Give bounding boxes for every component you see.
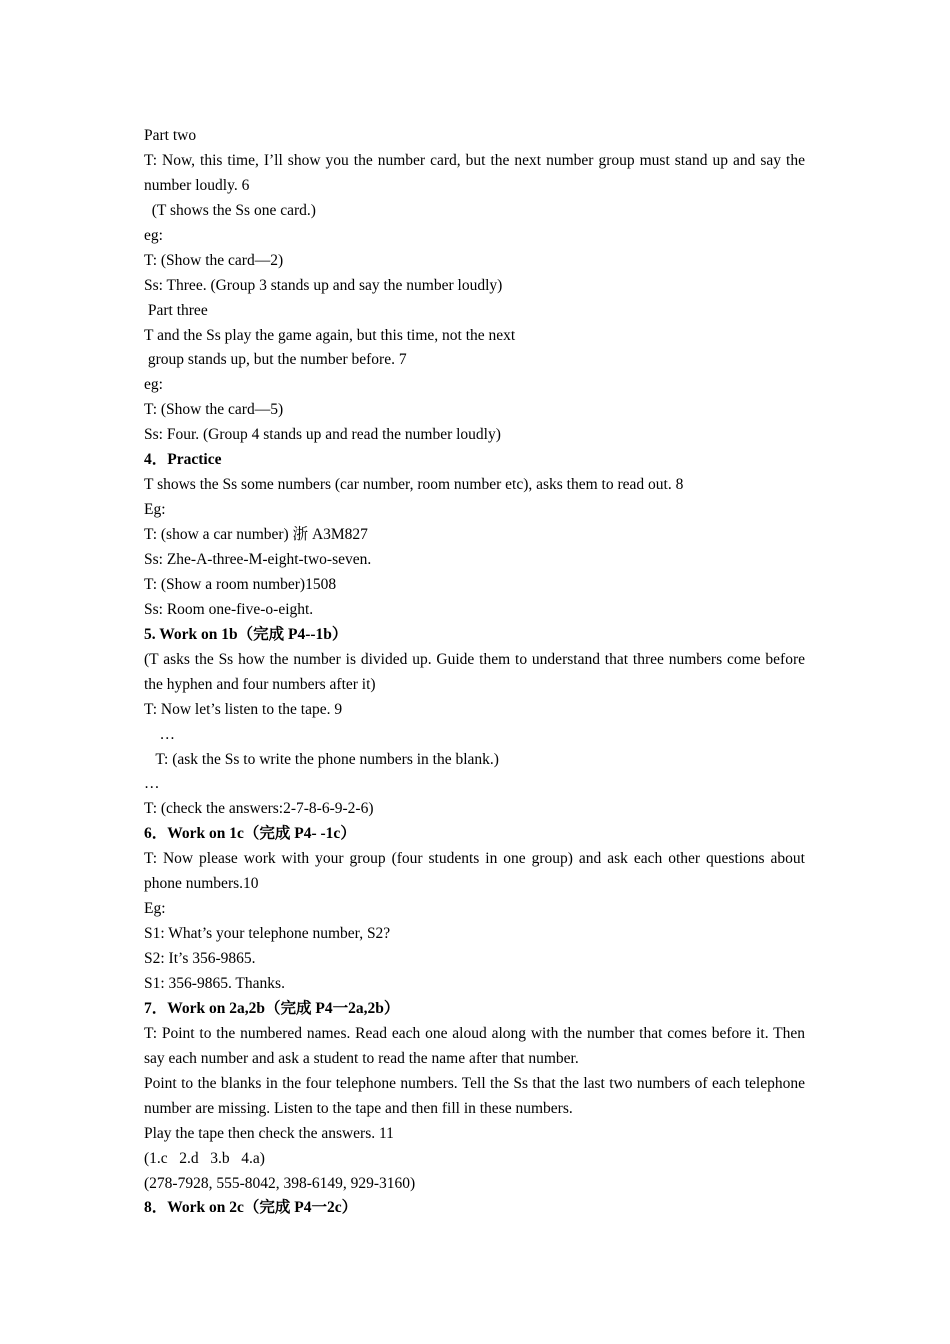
text-line: (T shows the Ss one card.) — [144, 201, 316, 219]
text-line: … — [144, 775, 160, 793]
section-heading: 6．Work on 1c（完成 P4- -1c） — [144, 825, 356, 843]
text-line: … — [144, 725, 175, 743]
document-body — [144, 124, 805, 1221]
text-line: Eg: — [144, 900, 166, 918]
text-line: S1: 356-9865. Thanks. — [144, 974, 285, 992]
text-line: T: Point to the numbered names. Read each one aloud along with the number that comes before it. Then say each number and ask a student to read the name after that number. — [144, 1024, 805, 1067]
text-line: group stands up, but the number before. 7 — [144, 351, 407, 369]
text-line: T: (Show the card—5) — [144, 401, 284, 419]
text-line: T: (Show the card—2) — [144, 251, 284, 269]
text-line: Ss: Four. (Group 4 stands up and read the number loudly) — [144, 426, 501, 444]
text-line: T shows the Ss some numbers (car number, room number etc), asks them to read out. 8 — [144, 476, 684, 494]
section-heading: 4．Practice — [144, 451, 222, 469]
text-line: Ss: Three. (Group 3 stands up and say the number loudly) — [144, 276, 503, 294]
text-line: S2: It’s 356-9865. — [144, 950, 256, 968]
text-line: eg: — [144, 226, 163, 244]
text-line: T: (ask the Ss to write the phone numbers in the blank.) — [144, 750, 499, 768]
text-line: Part two — [144, 127, 197, 144]
text-line: T and the Ss play the game again, but this time, not the next — [144, 326, 516, 344]
text-line: Part three — [144, 301, 208, 319]
text-line: T: Now let’s listen to the tape. 9 — [144, 700, 343, 718]
section-heading: 8．Work on 2c（完成 P4一2c） — [144, 1199, 358, 1217]
text-line: S1: What’s your telephone number, S2? — [144, 925, 391, 943]
text-line: Ss: Zhe-A-three-M-eight-two-seven. — [144, 550, 372, 568]
text-line: Eg: — [144, 501, 166, 519]
text-line: (T asks the Ss how the number is divided up. Guide them to understand that three numbers come before the hyphen and four numbers after it) — [144, 650, 805, 693]
text-line: Play the tape then check the answers. 11 — [144, 1124, 394, 1142]
text-line: (278-7928, 555-8042, 398-6149, 929-3160) — [144, 1174, 416, 1192]
section-heading: 7．Work on 2a,2b（完成 P4一2a,2b） — [144, 999, 400, 1017]
text-line: T: (Show a room number)1508 — [144, 575, 337, 593]
text-line: T: Now please work with your group (four students in one group) and ask each other questions about phone numbers.10 — [144, 850, 805, 893]
text-line: Point to the blanks in the four telephone numbers. Tell the Ss that the last two numbers of each telephone number are missing. Listen to the tape and then fill in these numbers. — [144, 1074, 805, 1117]
text-line: (1.c 2.d 3.b 4.a) — [144, 1149, 265, 1167]
text-line: T: Now, this time, I’ll show you the number card, but the next number group must stand up and say the number loudly. 6 — [144, 151, 805, 194]
text-line: eg: — [144, 376, 163, 394]
text-line: T: (check the answers:2-7-8-6-9-2-6) — [144, 800, 374, 818]
section-heading: 5. Work on 1b（完成 P4--1b） — [144, 625, 348, 643]
text-line: Ss: Room one-five-o-eight. — [144, 600, 314, 618]
text-line: T: (show a car number) 浙 A3M827 — [144, 526, 368, 544]
